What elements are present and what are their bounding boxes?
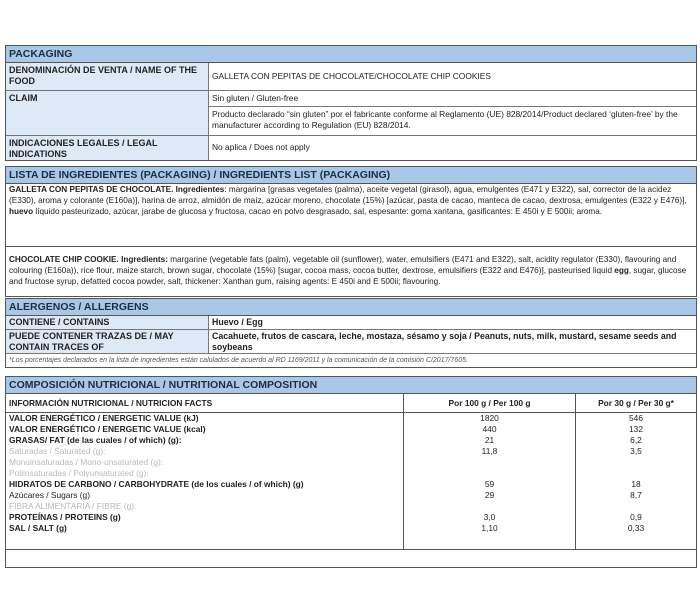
value-per-100g	[404, 468, 576, 479]
ingredients-section	[5, 166, 697, 297]
ingredients-label: Ingredientes	[175, 185, 225, 194]
value-per-30g	[576, 457, 696, 468]
value-per-30g: 18	[631, 479, 641, 489]
footnote: *Los porcentajes declarados en la lista de ingredientes están calulados de acuerdo al RD 1169/2011 y la comunicación de la comisión C/2017/7605.	[9, 357, 468, 364]
value-per-100g	[404, 501, 576, 512]
row-value: Huevo / Egg	[212, 317, 263, 327]
table-row	[6, 136, 696, 160]
row-label: INDICACIONES LEGALES / LEGAL INDICATIONS	[6, 136, 209, 160]
nutrition-row	[6, 446, 696, 457]
nutrition-empty-row	[6, 549, 696, 564]
nutrition-row	[6, 424, 696, 435]
table-row	[6, 63, 696, 91]
product-name: GALLETA CON PEPITAS DE CHOCOLATE.	[9, 185, 174, 194]
nutrient-label: Saturadas / Saturated (g):	[6, 446, 404, 457]
nutrient-label: Monoinsaturadas / Mono-unsaturated (g):	[6, 457, 404, 468]
row-value: No aplica / Does not apply	[212, 142, 310, 152]
value-per-30g	[576, 501, 696, 512]
row-label: DENOMINACIÓN DE VENTA / NAME OF THE FOOD	[6, 63, 209, 90]
ingredients-text: margarine (vegetable fats (palm), vegetable oil (sunflower), water, emulsifiers (E471 and E322), salt, acidity regulator (E330), flavouring and colouring (E160a)), rice flour, maize starch, brown sugar, chocolate (15%) [sugar, cocoa mass, cocoa butter, dextrose, emulsifiers (E322 and E476)], pasteurised liquid	[9, 255, 677, 275]
allergen-highlight: huevo	[9, 206, 34, 216]
nutrition-row	[6, 435, 696, 446]
nutrient-label: HIDRATOS DE CARBONO / CARBOHYDRATE (de los cuales / of which) (g)	[6, 479, 404, 490]
nutrient-label: FIBRA ALIMENTARIA / FIBRE (g):	[6, 501, 404, 512]
nutrition-row	[6, 512, 696, 523]
nutrition-header-row	[6, 394, 696, 413]
section-title: LISTA DE INGREDIENTES (PACKAGING) / INGREDIENTS LIST (PACKAGING)	[6, 167, 696, 184]
nutrition-row	[6, 490, 696, 501]
nutrient-label: VALOR ENERGÉTICO / ENERGETIC VALUE (kJ)	[6, 413, 404, 424]
row-label: CLAIM	[6, 91, 209, 135]
nutrient-label: Azúcares / Sugars (g)	[6, 490, 404, 501]
value-per-100g	[404, 457, 576, 468]
product-name: CHOCOLATE CHIP COOKIE.	[9, 255, 119, 264]
row-label: CONTIENE / CONTAINS	[6, 316, 209, 329]
value-per-30g: 8,7	[630, 490, 642, 500]
nutrient-label: VALOR ENERGÉTICO / ENERGETIC VALUE (kcal)	[6, 424, 404, 435]
value-per-30g: 546	[629, 413, 643, 423]
nutrient-label: PROTEÍNAS / PROTEINS (g)	[6, 512, 404, 523]
ingredients-es	[6, 184, 696, 247]
value-per-30g: 0,9	[630, 512, 642, 522]
nutrition-section	[5, 376, 697, 568]
section-title: PACKAGING	[6, 46, 696, 63]
nutrient-label: SAL / SALT (g)	[6, 523, 404, 534]
nutrition-rows	[6, 413, 696, 534]
footnote-row	[6, 354, 696, 367]
row-value: GALLETA CON PEPITAS DE CHOCOLATE/CHOCOLATE CHIP COOKIES	[212, 71, 491, 81]
ingredients-en	[6, 247, 696, 288]
row-value-note: Producto declarado “sin gluten” por el fabricante conforme al Reglamento (UE) 828/2014/Product declared ‘gluten-free’ by the manufacturer according to Regulation (EU) 828/2014.	[212, 109, 678, 130]
row-value: Sin gluten / Gluten-free	[209, 91, 696, 107]
column-header: Por 30 g / Per 30 g*	[598, 398, 674, 408]
nutrient-label: Poliinsaturadas / Polyunsaturated (g):	[6, 468, 404, 479]
value-per-100g: 1820	[404, 413, 576, 424]
allergen-highlight: egg	[614, 265, 629, 275]
ingredients-text: : margarina [grasas vegetales (palma), aceite vegetal (girasol), agua, emulgentes (E471 y E322), sal, corrector de la acidez (E330), aroma y colorante (E160a)], harina de arroz, almidón de maíz, azúcar moreno, chocolate (15%) [azúcar, pasta de cacao, manteca de cacao, dextrosa, emulgentes (E322 y E476)],	[9, 185, 687, 205]
table-row	[6, 316, 696, 330]
nutrient-label: GRASAS/ FAT (de las cuales / of which) (g):	[6, 435, 404, 446]
value-per-30g: 0,33	[627, 523, 645, 533]
value-per-100g: 11,8	[404, 446, 576, 457]
section-title: ALERGENOS / ALLERGENS	[6, 299, 696, 316]
value-per-30g: 132	[629, 424, 643, 434]
table-row	[6, 91, 696, 136]
allergens-section	[5, 298, 697, 368]
ingredients-label: Ingredients:	[121, 255, 168, 264]
value-per-100g: 29	[404, 490, 576, 501]
value-per-100g: 21	[404, 435, 576, 446]
value-per-30g: 6,2	[630, 435, 642, 445]
column-header: INFORMACIÓN NUTRICIONAL / NUTRICION FACTS	[6, 394, 404, 412]
nutrition-row	[6, 468, 696, 479]
nutrition-row	[6, 413, 696, 424]
column-header: Por 100 g / Per 100 g	[404, 394, 576, 412]
value-per-100g: 1,10	[404, 523, 576, 534]
value-per-100g: 3,0	[404, 512, 576, 523]
nutrition-row	[6, 523, 696, 534]
value-per-100g: 440	[404, 424, 576, 435]
nutrition-row	[6, 501, 696, 512]
row-label: PUEDE CONTENER TRAZAS DE / MAY CONTAIN TRACES OF	[6, 330, 209, 353]
value-per-30g: 3,5	[630, 446, 642, 456]
value-per-30g	[576, 468, 696, 479]
nutrition-row	[6, 479, 696, 490]
ingredients-text: , sugar, glucose and fructose syrup, defatted cocoa powder, salt, thickener: Xanthan gum, raising agents: E 450i and E 500ii; flavouring.	[9, 265, 687, 286]
table-row	[6, 330, 696, 354]
packaging-section	[5, 45, 697, 161]
nutrition-filler	[6, 534, 696, 549]
nutrition-row	[6, 457, 696, 468]
row-value: Cacahuete, frutos de cascara, leche, mostaza, sésamo y soja / Peanuts, nuts, milk, mustard, sesame seeds and soybeans	[212, 331, 677, 352]
ingredients-text: líquido pasteurizado, azúcar, jarabe de glucosa y fructosa, cacao en polvo desgrasado, sal, espesante: goma xantana, gasificantes: E 450i y E 500ii; aroma.	[33, 206, 603, 216]
section-title: COMPOSICIÓN NUTRICIONAL / NUTRITIONAL COMPOSITION	[6, 377, 696, 394]
value-per-100g: 59	[404, 479, 576, 490]
